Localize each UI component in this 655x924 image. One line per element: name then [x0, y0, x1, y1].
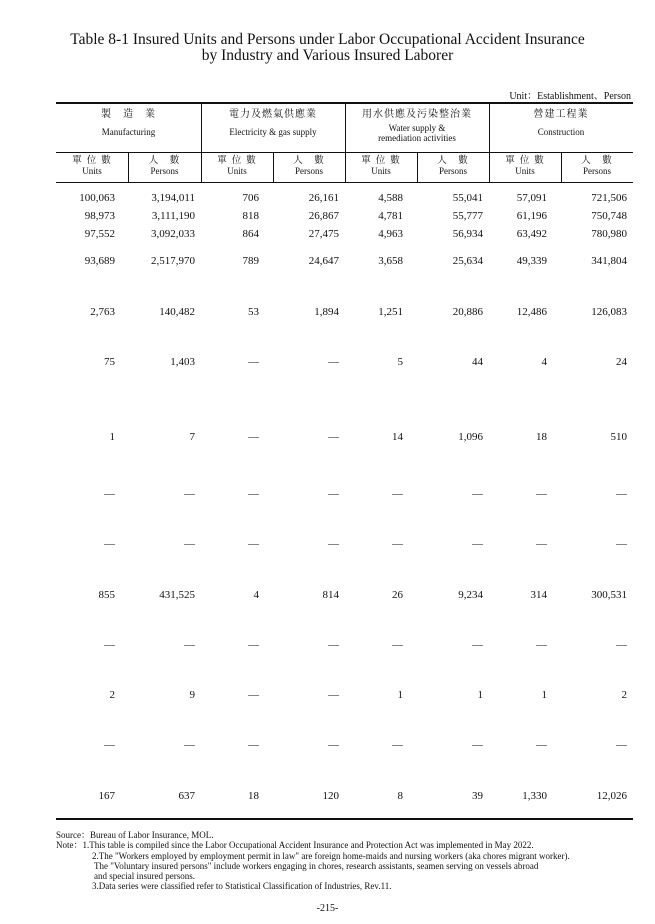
table-cell: 39	[472, 790, 483, 802]
table-cell: —	[616, 488, 627, 500]
sub-header-zh: 人 數	[581, 155, 613, 166]
table-row	[56, 538, 633, 552]
table-cell: 706	[242, 192, 259, 204]
header-bottom-rule	[56, 182, 633, 183]
sub-header-zh: 人 數	[293, 155, 325, 166]
table-cell: 9	[189, 689, 195, 701]
group-label-zh: 製 造 業	[101, 109, 156, 120]
table-cell: 24	[616, 356, 627, 368]
table-cell: —	[472, 639, 483, 651]
table-cell: —	[328, 356, 339, 368]
table-cell: —	[392, 739, 403, 751]
table-cell: 1,330	[522, 790, 547, 802]
table-cell: 12,026	[596, 790, 627, 802]
table-row	[56, 488, 633, 502]
table-row	[56, 790, 633, 804]
group-label-en: Construction	[537, 127, 585, 137]
table-cell: 126,083	[591, 306, 627, 318]
table-cell: 5	[397, 356, 403, 368]
note-2-continued: The "Voluntary insured persons" include workers engaging in chores, research assistants, seamen serving on vessels abroad	[94, 860, 539, 871]
title-line-2: by Industry and Various Insured Laborer	[201, 47, 454, 64]
table-cell: —	[184, 538, 195, 550]
note-1: Note：1.This table is compiled since the Labor Occupational Accident Insurance and Protection Act was implemented in May 2022.	[56, 840, 534, 851]
table-cell: —	[104, 488, 115, 500]
table-cell: 55,041	[452, 192, 483, 204]
table-cell: —	[392, 488, 403, 500]
table-row	[56, 639, 633, 653]
table-cell: —	[616, 639, 627, 651]
table-cell: 855	[98, 589, 115, 601]
table-cell: 7	[189, 431, 195, 443]
table-cell: 1	[541, 689, 547, 701]
sub-header-en: Persons	[150, 166, 179, 176]
table-cell: 27,475	[308, 228, 339, 240]
table-cell: 864	[242, 228, 259, 240]
table-cell: 750,748	[591, 210, 627, 222]
table-cell: 61,196	[516, 210, 547, 222]
table-cell: —	[248, 739, 259, 751]
sub-header-zh: 人 數	[148, 155, 181, 166]
sub-header-zh: 單 位 數	[361, 155, 401, 166]
sub-header-en: Persons	[438, 166, 467, 176]
sub-header-en: Units	[227, 166, 247, 176]
sub-header-en: Persons	[294, 166, 323, 176]
title-line-1: Table 8-1 Insured Units and Persons under Labor Occupational Accident Insurance	[70, 31, 585, 48]
sub-header-persons	[561, 155, 633, 181]
table-title	[0, 32, 655, 64]
note-2: 2.The "Workers employed by employment permit in law" are foreign home-maids and nursing workers (aka chores migrant worker).	[92, 850, 570, 861]
table-cell: 63,492	[516, 228, 547, 240]
table-cell: 97,552	[84, 228, 115, 240]
unit-label: Unit：Establishment、Person	[509, 91, 631, 102]
table-row	[56, 739, 633, 753]
table-cell: 56,934	[452, 228, 483, 240]
table-cell: 637	[178, 790, 195, 802]
table-cell: 300,531	[591, 589, 627, 601]
note-2-continued: and special insured persons.	[94, 871, 195, 882]
table-cell: —	[536, 739, 547, 751]
group-header-construction	[489, 108, 633, 152]
table-cell: 26	[392, 589, 403, 601]
table-cell: 9,234	[458, 589, 483, 601]
table-cell: 20,886	[452, 306, 483, 318]
table-row	[56, 306, 633, 320]
table-cell: —	[328, 639, 339, 651]
group-label-en: remediation activities	[378, 133, 456, 143]
table-cell: 3,092,033	[151, 228, 195, 240]
table-cell: —	[472, 538, 483, 550]
table-cell: 3,194,011	[151, 192, 195, 204]
table-cell: 140,482	[159, 306, 195, 318]
table-cell: 4,781	[378, 210, 403, 222]
table-cell: 4	[253, 589, 259, 601]
table-cell: 14	[392, 431, 403, 443]
table-cell: 53	[248, 306, 259, 318]
group-header-water-supply	[345, 108, 489, 152]
table-row	[56, 431, 633, 445]
table-row	[56, 255, 633, 269]
table-cell: 120	[322, 790, 339, 802]
table-cell: 789	[242, 255, 259, 267]
table-cell: 25,634	[452, 255, 483, 267]
table-cell: 1	[109, 431, 115, 443]
table-cell: 93,689	[84, 255, 115, 267]
table-cell: —	[248, 431, 259, 443]
table-cell: —	[104, 538, 115, 550]
table-cell: —	[536, 639, 547, 651]
sub-header-en: Units	[515, 166, 535, 176]
note-3: 3.Data series were classified refer to Statistical Classification of Industries, Rev.11.	[92, 881, 392, 892]
table-cell: —	[104, 739, 115, 751]
table-cell: —	[472, 488, 483, 500]
group-header-manufacturing	[56, 108, 201, 152]
table-cell: —	[328, 538, 339, 550]
table-cell: —	[248, 689, 259, 701]
table-cell: 44	[472, 356, 483, 368]
sub-header-zh: 人 數	[437, 155, 469, 166]
table-cell: —	[184, 488, 195, 500]
group-label-en: Electricity & gas supply	[229, 127, 317, 137]
table-cell: 431,525	[159, 589, 195, 601]
sub-header-units	[56, 155, 128, 181]
table-cell: 314	[530, 589, 547, 601]
table-row	[56, 192, 633, 206]
footnotes	[56, 830, 651, 892]
sub-header-persons	[273, 155, 345, 181]
table-row	[56, 689, 633, 703]
group-label-zh: 營建工程業	[533, 109, 589, 120]
table-cell: 818	[242, 210, 259, 222]
table-cell: 4,588	[378, 192, 403, 204]
table-cell: 75	[104, 356, 115, 368]
table-cell: —	[392, 538, 403, 550]
sub-header-persons	[417, 155, 489, 181]
table-cell: —	[328, 431, 339, 443]
table-cell: 26,867	[308, 210, 339, 222]
table-cell: —	[248, 488, 259, 500]
table-row	[56, 210, 633, 224]
table-cell: 100,063	[79, 192, 115, 204]
table-row	[56, 356, 633, 370]
sub-header-units	[489, 155, 561, 181]
table-cell: —	[248, 356, 259, 368]
table-cell: 18	[536, 431, 547, 443]
sub-header-en: Persons	[582, 166, 611, 176]
table-cell: 98,973	[84, 210, 115, 222]
table-cell: —	[328, 689, 339, 701]
table-cell: —	[616, 739, 627, 751]
table-cell: 2	[109, 689, 115, 701]
table-cell: 12,486	[516, 306, 547, 318]
table-cell: 167	[98, 790, 115, 802]
group-label-en: Manufacturing	[101, 127, 156, 137]
page-number: -215-	[316, 903, 339, 914]
table-cell: 26,161	[308, 192, 339, 204]
table-cell: —	[536, 538, 547, 550]
table-cell: 1,096	[458, 431, 483, 443]
source-note: Source：Bureau of Labor Insurance, MOL.	[56, 830, 214, 840]
table-cell: —	[104, 639, 115, 651]
table-cell: 3,111,190	[151, 210, 195, 222]
table-cell: 2,517,970	[151, 255, 195, 267]
sub-header-en: Units	[371, 166, 391, 176]
table-cell: 510	[610, 431, 627, 443]
table-cell: 57,091	[516, 192, 547, 204]
table-row	[56, 589, 633, 603]
sub-header-units	[345, 155, 417, 181]
table-cell: 49,339	[516, 255, 547, 267]
table-cell: 341,804	[591, 255, 627, 267]
table-cell: —	[248, 639, 259, 651]
table-bottom-rule	[56, 818, 633, 820]
sub-header-zh: 單 位 數	[72, 155, 112, 166]
sub-header-zh: 單 位 數	[505, 155, 545, 166]
table-cell: 780,980	[591, 228, 627, 240]
group-label-zh: 用水供應及污染整治業	[362, 109, 472, 120]
table-cell: 721,506	[591, 192, 627, 204]
sub-header-units	[201, 155, 273, 181]
table-cell: —	[328, 739, 339, 751]
table-cell: —	[328, 488, 339, 500]
table-cell: 4	[541, 356, 547, 368]
table-cell: 24,647	[308, 255, 339, 267]
table-cell: 1,251	[378, 306, 403, 318]
table-cell: 18	[248, 790, 259, 802]
group-label-en: Water supply &	[388, 123, 446, 133]
group-header-electricity	[201, 108, 345, 152]
table-cell: —	[184, 739, 195, 751]
table-cell: 2	[621, 689, 627, 701]
sub-header-persons	[128, 155, 201, 181]
table-cell: —	[472, 739, 483, 751]
table-cell: 4,963	[378, 228, 403, 240]
sub-header-zh: 單 位 數	[217, 155, 257, 166]
table-cell: 1	[397, 689, 403, 701]
table-row	[56, 228, 633, 242]
table-cell: —	[616, 538, 627, 550]
sub-header-en: Units	[82, 166, 102, 176]
table-cell: —	[392, 639, 403, 651]
table-cell: —	[184, 639, 195, 651]
table-cell: —	[248, 538, 259, 550]
group-label-zh: 電力及燃氣供應業	[229, 109, 317, 120]
table-cell: 55,777	[452, 210, 483, 222]
table-cell: 814	[322, 589, 339, 601]
table-cell: 8	[397, 790, 403, 802]
table-cell: 1	[477, 689, 483, 701]
table-cell: 2,763	[90, 306, 115, 318]
table-cell: 1,894	[314, 306, 339, 318]
table-cell: —	[536, 488, 547, 500]
table-cell: 1,403	[170, 356, 195, 368]
table-cell: 3,658	[378, 255, 403, 267]
